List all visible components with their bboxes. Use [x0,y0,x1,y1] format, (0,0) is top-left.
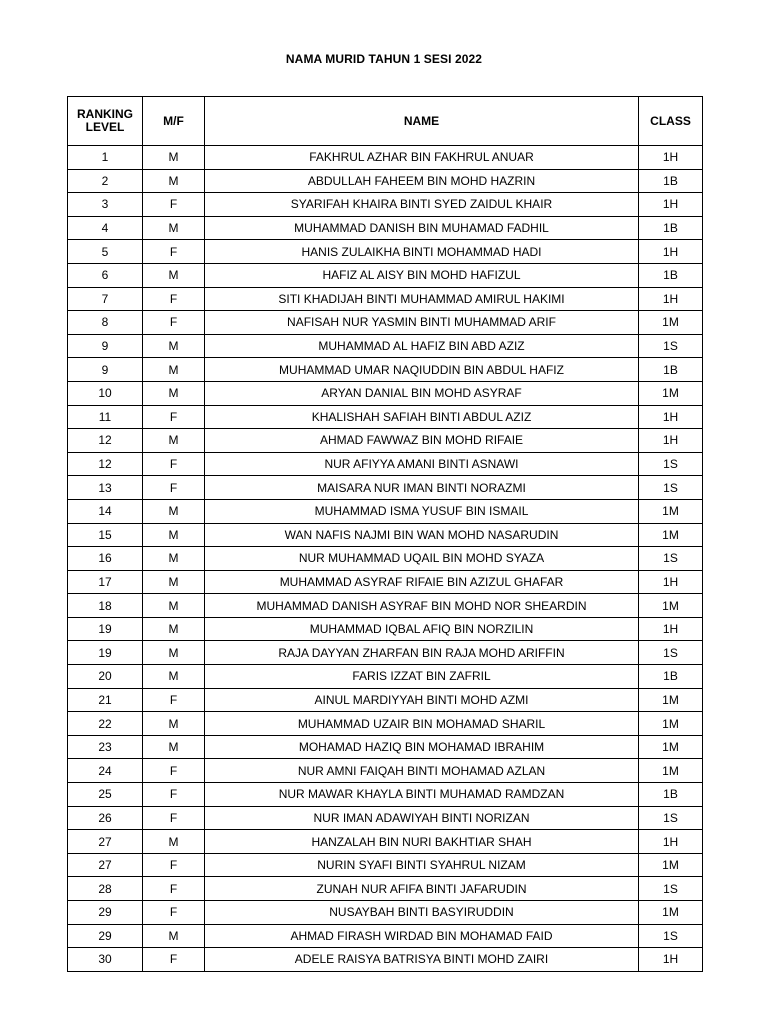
gender-cell: F [143,193,205,217]
gender-cell: F [143,901,205,925]
name-cell: KHALISHAH SAFIAH BINTI ABDUL AZIZ [205,405,639,429]
gender-cell: F [143,476,205,500]
gender-cell: M [143,358,205,382]
rank-cell: 13 [68,476,143,500]
name-cell: AINUL MARDIYYAH BINTI MOHD AZMI [205,688,639,712]
rank-cell: 19 [68,617,143,641]
rank-cell: 18 [68,594,143,618]
class-cell: 1M [639,901,703,925]
table-row [68,853,703,877]
name-cell: MUHAMMAD ISMA YUSUF BIN ISMAIL [205,499,639,523]
rank-cell: 12 [68,429,143,453]
class-cell: 1B [639,358,703,382]
class-cell: 1H [639,146,703,170]
gender-cell: M [143,924,205,948]
gender-cell: M [143,381,205,405]
rank-cell: 15 [68,523,143,547]
name-cell: MUHAMMAD DANISH ASYRAF BIN MOHD NOR SHEARDIN [205,594,639,618]
rank-cell: 2 [68,169,143,193]
table-row [68,334,703,358]
gender-cell: F [143,853,205,877]
table-row [68,830,703,854]
table-row [68,806,703,830]
class-cell: 1H [639,429,703,453]
table-row [68,216,703,240]
rank-cell: 25 [68,783,143,807]
table-row [68,452,703,476]
rank-cell: 9 [68,334,143,358]
table-row [68,405,703,429]
table-row [68,169,703,193]
table-header-row [68,97,703,146]
class-cell: 1H [639,830,703,854]
rank-cell: 16 [68,547,143,571]
table-row [68,240,703,264]
class-cell: 1B [639,665,703,689]
name-cell: ARYAN DANIAL BIN MOHD ASYRAF [205,381,639,405]
header-ranking-level [68,97,143,146]
name-cell: MUHAMMAD AL HAFIZ BIN ABD AZIZ [205,334,639,358]
table-body [68,146,703,972]
name-cell: FAKHRUL AZHAR BIN FAKHRUL ANUAR [205,146,639,170]
class-cell: 1H [639,617,703,641]
rank-cell: 5 [68,240,143,264]
rank-cell: 22 [68,712,143,736]
table-row [68,547,703,571]
name-cell: NUR AFIYYA AMANI BINTI ASNAWI [205,452,639,476]
gender-cell: M [143,429,205,453]
gender-cell: M [143,547,205,571]
name-cell: NAFISAH NUR YASMIN BINTI MUHAMMAD ARIF [205,311,639,335]
name-cell: HANZALAH BIN NURI BAKHTIAR SHAH [205,830,639,854]
table-row [68,688,703,712]
table-row [68,617,703,641]
rank-cell: 3 [68,193,143,217]
class-cell: 1M [639,381,703,405]
rank-cell: 21 [68,688,143,712]
rank-cell: 26 [68,806,143,830]
gender-cell: M [143,735,205,759]
class-cell: 1S [639,641,703,665]
name-cell: ABDULLAH FAHEEM BIN MOHD HAZRIN [205,169,639,193]
class-cell: 1S [639,476,703,500]
gender-cell: F [143,783,205,807]
class-cell: 1M [639,853,703,877]
table-row [68,712,703,736]
rank-cell: 19 [68,641,143,665]
table-row [68,901,703,925]
table-row [68,476,703,500]
class-cell: 1M [639,523,703,547]
class-cell: 1S [639,924,703,948]
header-name: NAME [205,97,639,146]
gender-cell: M [143,830,205,854]
class-cell: 1M [639,759,703,783]
class-cell: 1H [639,570,703,594]
name-cell: HANIS ZULAIKHA BINTI MOHAMMAD HADI [205,240,639,264]
class-cell: 1M [639,499,703,523]
name-cell: AHMAD FIRASH WIRDAD BIN MOHAMAD FAID [205,924,639,948]
gender-cell: M [143,334,205,358]
gender-cell: F [143,240,205,264]
class-cell: 1S [639,877,703,901]
name-cell: NUR MAWAR KHAYLA BINTI MUHAMAD RAMDZAN [205,783,639,807]
rank-cell: 17 [68,570,143,594]
gender-cell: F [143,759,205,783]
class-cell: 1H [639,287,703,311]
name-cell: NUR AMNI FAIQAH BINTI MOHAMAD AZLAN [205,759,639,783]
name-cell: ZUNAH NUR AFIFA BINTI JAFARUDIN [205,877,639,901]
class-cell: 1M [639,311,703,335]
gender-cell: M [143,146,205,170]
rank-cell: 29 [68,924,143,948]
table-row [68,877,703,901]
name-cell: AHMAD FAWWAZ BIN MOHD RIFAIE [205,429,639,453]
table-row [68,523,703,547]
gender-cell: F [143,452,205,476]
name-cell: NUR MUHAMMAD UQAIL BIN MOHD SYAZA [205,547,639,571]
page-title: NAMA MURID TAHUN 1 SESI 2022 [285,52,483,66]
table-row [68,311,703,335]
gender-cell: M [143,570,205,594]
table-row [68,924,703,948]
rank-cell: 6 [68,263,143,287]
name-cell: ADELE RAISYA BATRISYA BINTI MOHD ZAIRI [205,948,639,972]
gender-cell: M [143,641,205,665]
rank-cell: 7 [68,287,143,311]
rank-cell: 12 [68,452,143,476]
class-cell: 1B [639,169,703,193]
name-cell: RAJA DAYYAN ZHARFAN BIN RAJA MOHD ARIFFIN [205,641,639,665]
name-cell: NUSAYBAH BINTI BASYIRUDDIN [205,901,639,925]
header-ranking-line1: RANKING [77,107,133,121]
name-cell: NUR IMAN ADAWIYAH BINTI NORIZAN [205,806,639,830]
rank-cell: 29 [68,901,143,925]
class-cell: 1H [639,405,703,429]
table-row [68,146,703,170]
class-cell: 1M [639,712,703,736]
table-row [68,193,703,217]
class-cell: 1M [639,594,703,618]
class-cell: 1H [639,948,703,972]
gender-cell: M [143,594,205,618]
gender-cell: F [143,688,205,712]
name-cell: SITI KHADIJAH BINTI MUHAMMAD AMIRUL HAKIMI [205,287,639,311]
class-cell: 1M [639,735,703,759]
table-row [68,381,703,405]
rank-cell: 27 [68,830,143,854]
gender-cell: M [143,617,205,641]
class-cell: 1S [639,547,703,571]
class-cell: 1B [639,263,703,287]
table-row [68,570,703,594]
name-cell: FARIS IZZAT BIN ZAFRIL [205,665,639,689]
gender-cell: F [143,287,205,311]
name-cell: SYARIFAH KHAIRA BINTI SYED ZAIDUL KHAIR [205,193,639,217]
class-cell: 1S [639,334,703,358]
gender-cell: F [143,948,205,972]
name-cell: MAISARA NUR IMAN BINTI NORAZMI [205,476,639,500]
gender-cell: M [143,712,205,736]
gender-cell: M [143,169,205,193]
name-cell: MUHAMMAD ASYRAF RIFAIE BIN AZIZUL GHAFAR [205,570,639,594]
class-cell: 1B [639,783,703,807]
rank-cell: 11 [68,405,143,429]
gender-cell: M [143,499,205,523]
rank-cell: 24 [68,759,143,783]
name-cell: NURIN SYAFI BINTI SYAHRUL NIZAM [205,853,639,877]
name-cell: MUHAMMAD UMAR NAQIUDDIN BIN ABDUL HAFIZ [205,358,639,382]
class-cell: 1S [639,452,703,476]
rank-cell: 8 [68,311,143,335]
name-cell: MUHAMMAD DANISH BIN MUHAMAD FADHIL [205,216,639,240]
table-row [68,783,703,807]
rank-cell: 1 [68,146,143,170]
student-ranking-table [67,96,703,972]
class-cell: 1S [639,806,703,830]
table-row [68,263,703,287]
rank-cell: 20 [68,665,143,689]
gender-cell: F [143,405,205,429]
table-row [68,948,703,972]
class-cell: 1H [639,193,703,217]
header-mf: M/F [143,97,205,146]
rank-cell: 30 [68,948,143,972]
table-row [68,499,703,523]
table-row [68,641,703,665]
table-row [68,735,703,759]
table-row [68,358,703,382]
rank-cell: 14 [68,499,143,523]
header-ranking-line2: LEVEL [85,120,125,134]
table-row [68,665,703,689]
gender-cell: M [143,665,205,689]
rank-cell: 10 [68,381,143,405]
class-cell: 1M [639,688,703,712]
table-row [68,429,703,453]
table-row [68,287,703,311]
name-cell: MUHAMMAD IQBAL AFIQ BIN NORZILIN [205,617,639,641]
class-cell: 1B [639,216,703,240]
table-row [68,759,703,783]
table-row [68,594,703,618]
gender-cell: F [143,311,205,335]
gender-cell: M [143,523,205,547]
name-cell: MUHAMMAD UZAIR BIN MOHAMAD SHARIL [205,712,639,736]
gender-cell: F [143,877,205,901]
rank-cell: 9 [68,358,143,382]
rank-cell: 27 [68,853,143,877]
gender-cell: M [143,263,205,287]
rank-cell: 28 [68,877,143,901]
header-class: CLASS [639,97,703,146]
rank-cell: 4 [68,216,143,240]
name-cell: HAFIZ AL AISY BIN MOHD HAFIZUL [205,263,639,287]
class-cell: 1H [639,240,703,264]
name-cell: MOHAMAD HAZIQ BIN MOHAMAD IBRAHIM [205,735,639,759]
gender-cell: M [143,216,205,240]
name-cell: WAN NAFIS NAJMI BIN WAN MOHD NASARUDIN [205,523,639,547]
gender-cell: F [143,806,205,830]
rank-cell: 23 [68,735,143,759]
